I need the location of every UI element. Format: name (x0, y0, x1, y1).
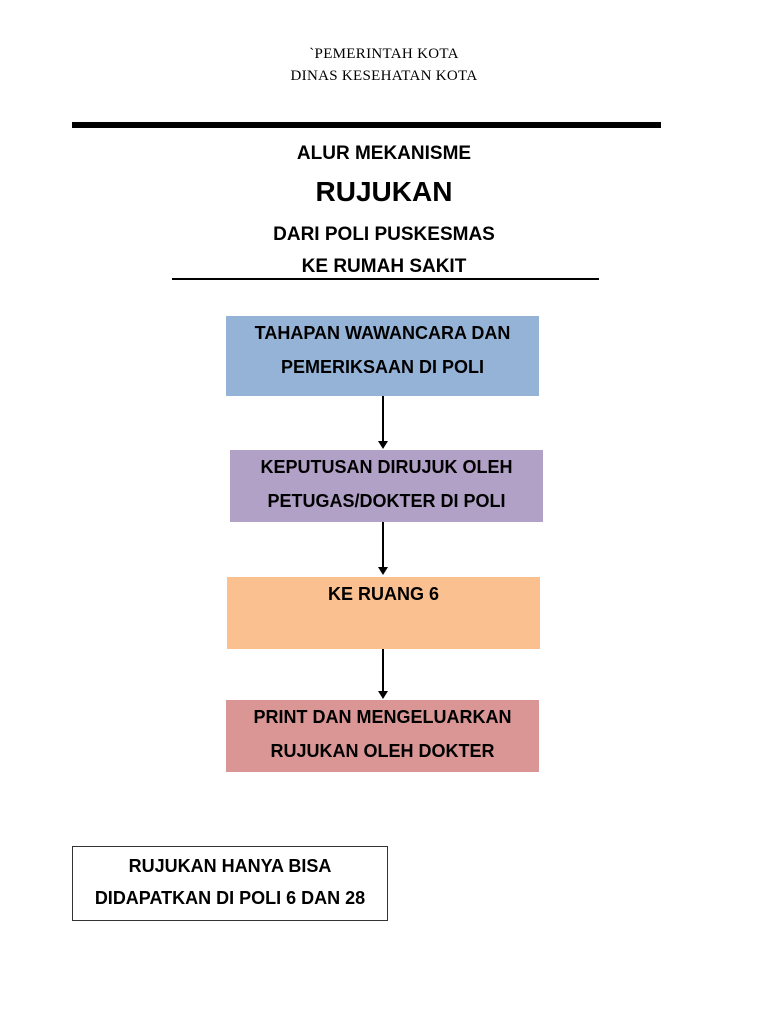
header-divider (72, 122, 661, 128)
note-box (72, 846, 388, 921)
note-line-2: DIDAPATKAN DI POLI 6 DAN 28 (94, 888, 366, 908)
flow-step-text: KEPUTUSAN DIRUJUK OLEH (260, 457, 513, 477)
header-line-1: `PEMERINTAH KOTA (309, 46, 459, 62)
flow-step-text: TAHAPAN WAWANCARA DAN (254, 323, 511, 343)
flow-step-interview (226, 316, 539, 396)
arrow-head-icon (378, 567, 388, 575)
title-underline (172, 278, 599, 280)
arrow-head-icon (378, 441, 388, 449)
flow-arrow (382, 396, 384, 442)
arrow-head-icon (378, 691, 388, 699)
flow-step-text: PRINT DAN MENGELUARKAN (253, 707, 512, 727)
page-title: RUJUKAN (315, 176, 453, 207)
flow-step-print (226, 700, 539, 772)
title-line-4: KE RUMAH SAKIT (301, 256, 467, 277)
title-line-3: DARI POLI PUSKESMAS (273, 224, 495, 245)
header-line-2: DINAS KESEHATAN KOTA (290, 68, 478, 84)
flow-arrow (382, 522, 384, 568)
title-line-1: ALUR MEKANISME (296, 143, 472, 164)
flow-arrow (382, 649, 384, 691)
note-line-1: RUJUKAN HANYA BISA (128, 856, 332, 876)
flow-step-text: PEMERIKSAAN DI POLI (280, 357, 485, 377)
flow-step-decision (230, 450, 543, 522)
flow-step-text: RUJUKAN OLEH DOKTER (270, 741, 495, 761)
flow-step-text: PETUGAS/DOKTER DI POLI (267, 491, 506, 511)
flow-step-room (227, 577, 540, 649)
flow-step-text: KE RUANG 6 (327, 584, 439, 604)
